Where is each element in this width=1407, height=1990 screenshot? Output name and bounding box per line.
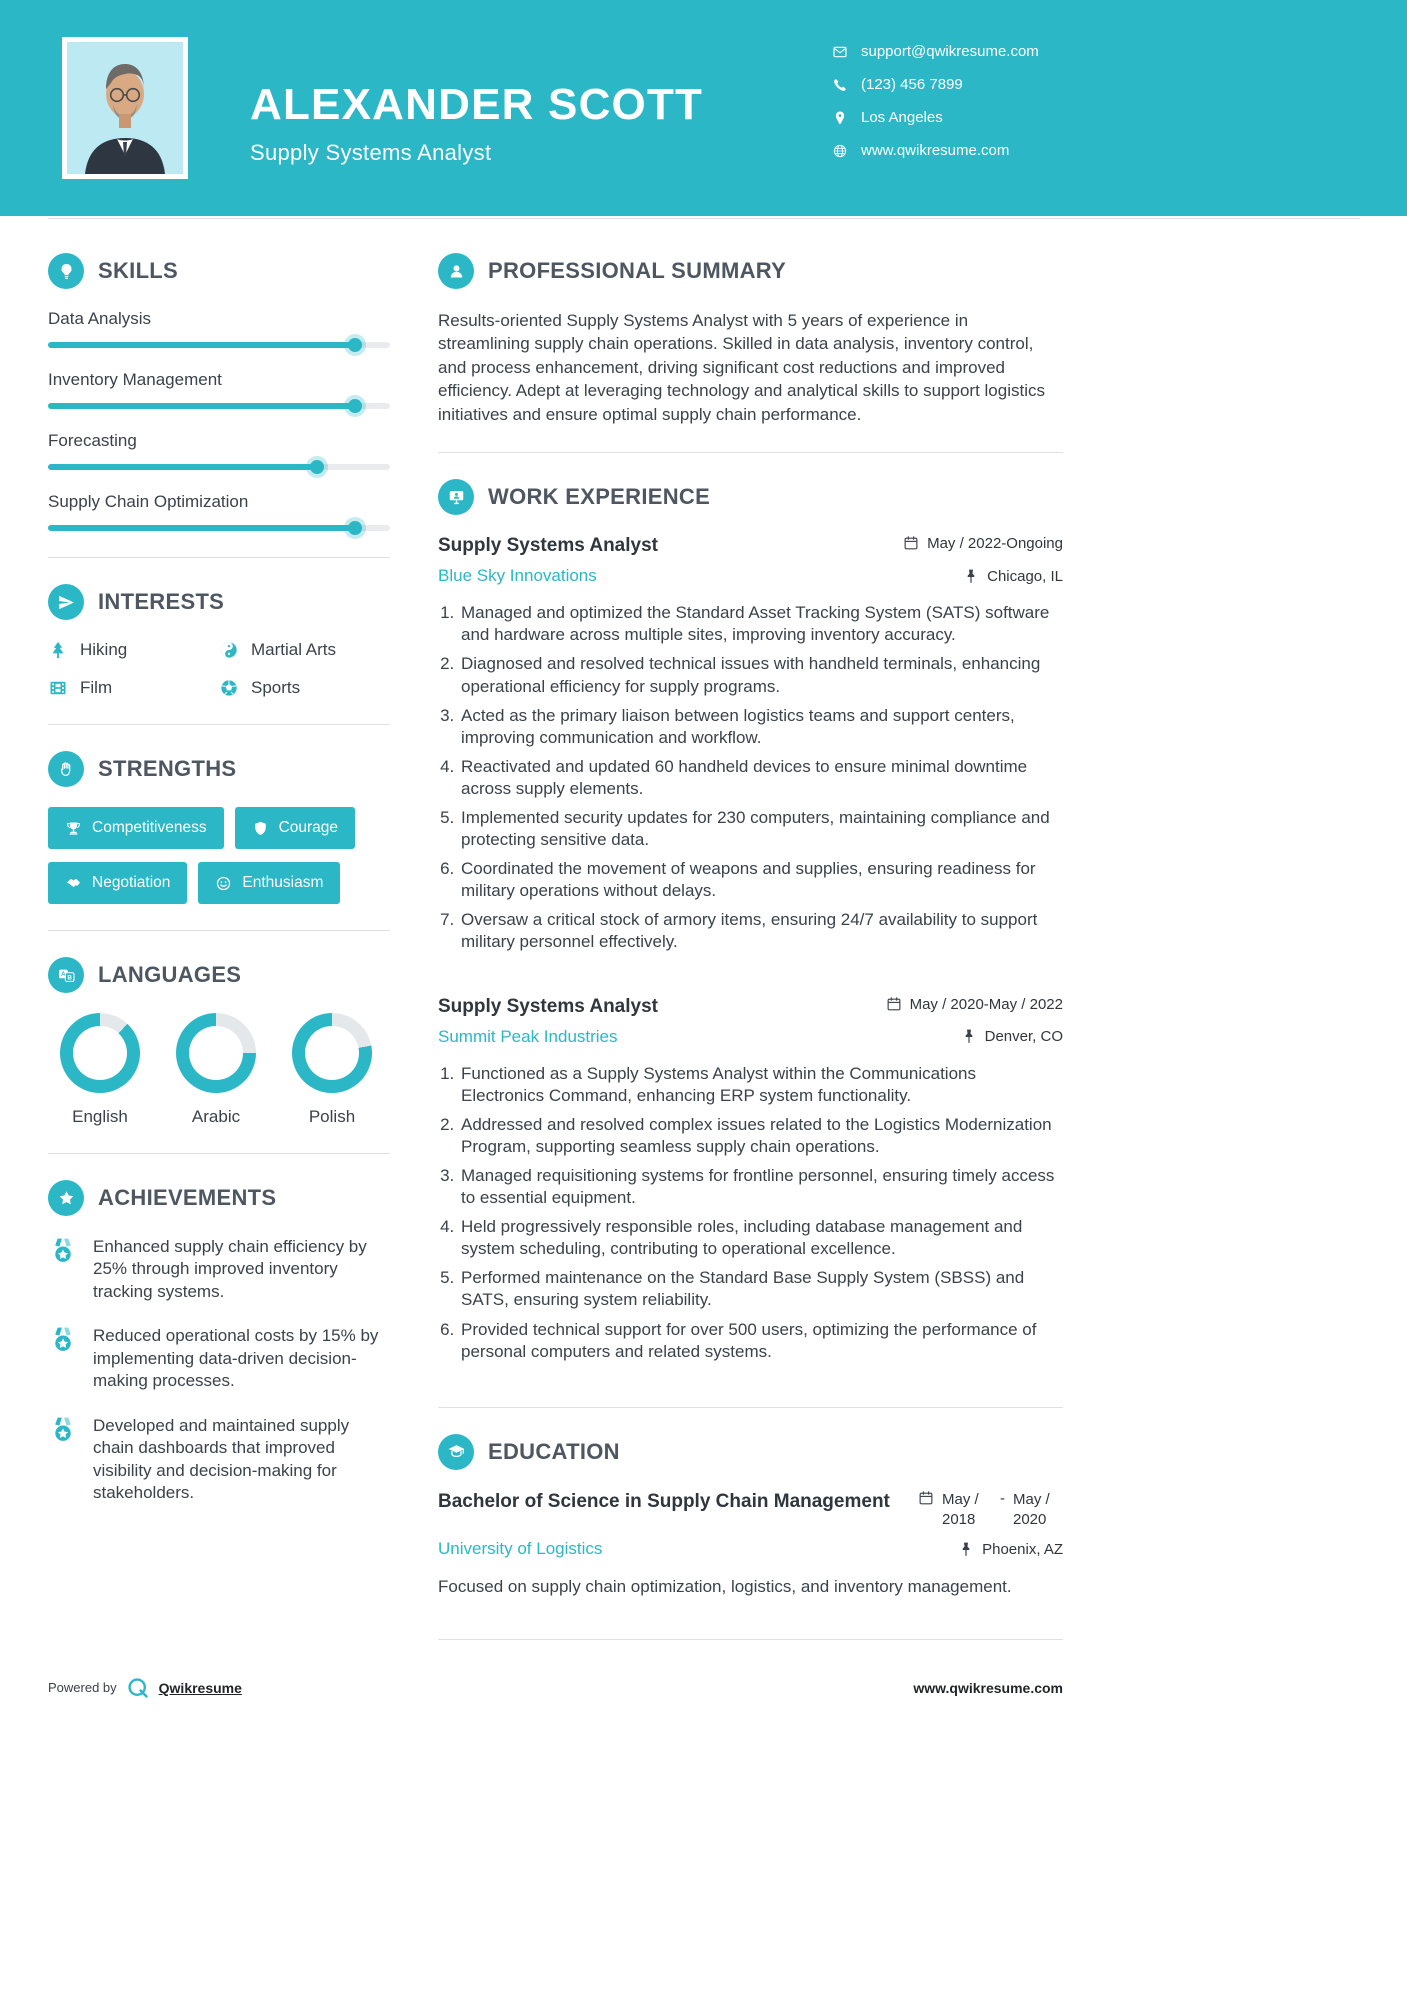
pin-icon [961, 1028, 977, 1044]
job-bullet: 1. Functioned as a Supply Systems Analyst within the Communications Electronics Command, enhancing ERP system functionality. [459, 1063, 1063, 1107]
job-bullet: 7. Oversaw a critical stock of armory items, ensuring 24/7 availability to support military personnel effectively. [459, 909, 1063, 953]
job-bullet: 2. Addressed and resolved complex issues related to the Logistics Modernization Program, supporting seamless supply chain operations. [459, 1114, 1063, 1158]
job-location [963, 568, 1063, 585]
achievement-item [48, 1236, 390, 1303]
avatar [67, 42, 183, 174]
interest-item [48, 678, 219, 698]
education-dates [918, 1490, 1063, 1531]
interest-label: Sports [251, 678, 301, 697]
job-bullet: 3. Managed requisitioning systems for frontline personnel, ensuring timely access to essential equipment. [459, 1165, 1063, 1209]
header-job-title: Supply Systems Analyst [250, 140, 492, 165]
strength-badges [48, 807, 390, 904]
calendar-icon [886, 996, 902, 1012]
powered-by-label: Powered by [48, 1680, 117, 1696]
interest-item [219, 640, 390, 660]
calendar-icon [918, 1490, 934, 1506]
language-donut [176, 1013, 256, 1093]
work-title: WORK EXPERIENCE [488, 484, 711, 510]
location-icon [832, 110, 848, 126]
achievements-title: ACHIEVEMENTS [98, 1185, 277, 1210]
skill-item [48, 309, 390, 348]
language-list [48, 1013, 390, 1127]
summary-title: PROFESSIONAL SUMMARY [488, 258, 787, 283]
profile-photo [62, 37, 188, 179]
workstation-icon [438, 479, 474, 515]
strengths-heading [48, 751, 390, 787]
achievements-heading [48, 1180, 390, 1216]
contact-location-text: Los Angeles [861, 109, 943, 126]
interests-title: INTERESTS [98, 589, 225, 614]
footer-branding [48, 1676, 242, 1700]
divider [438, 1639, 1063, 1640]
interest-label: Film [80, 678, 113, 697]
section-skills [48, 253, 390, 531]
job-dates [903, 535, 1063, 552]
skill-slider [48, 464, 390, 470]
languages-heading [48, 957, 390, 993]
job-location-text: Denver, CO [984, 1028, 1063, 1046]
divider [48, 557, 390, 558]
job-bullet: 2. Diagnosed and resolved technical issues with handheld terminals, enhancing operational efficiency for supply programs. [459, 653, 1063, 697]
section-achievements [48, 1180, 390, 1504]
phone-icon [832, 77, 848, 93]
skill-slider [48, 342, 390, 348]
footer [48, 1676, 1063, 1700]
skill-item [48, 492, 390, 531]
interest-item [48, 640, 219, 660]
strength-badge [48, 862, 187, 904]
qwikresume-logo-icon[interactable] [126, 1676, 150, 1700]
job-bullet: 4. Reactivated and updated 60 handheld devices to ensure minimal downtime across supply elements. [459, 756, 1063, 800]
name: ALEXANDER SCOTT [250, 80, 704, 129]
skills-heading [48, 253, 390, 289]
job-title: Supply Systems Analyst [438, 995, 658, 1017]
summary-heading [438, 253, 1063, 289]
achievement-item [48, 1415, 390, 1505]
skill-label: Supply Chain Optimization [48, 492, 249, 511]
divider [48, 218, 1360, 219]
skill-slider [48, 403, 390, 409]
interests-grid [48, 640, 390, 698]
film-icon [48, 678, 68, 698]
globe-icon [832, 143, 848, 159]
contact-phone[interactable] [832, 75, 1039, 94]
shield-icon [252, 820, 269, 837]
language-label: Polish [308, 1107, 356, 1126]
slider-knob [348, 399, 362, 413]
calendar-icon [903, 535, 919, 551]
strength-label: Enthusiasm [242, 874, 324, 891]
main-column [438, 253, 1063, 1640]
contact-email[interactable] [832, 42, 1039, 61]
job-bullet: 3. Acted as the primary liaison between logistics teams and support centers, improving communication and workflow. [459, 705, 1063, 749]
contact-website[interactable] [832, 141, 1039, 160]
section-summary [438, 253, 1063, 426]
identity-block [250, 80, 703, 166]
interests-heading [48, 584, 390, 620]
contact-location [832, 108, 1039, 127]
strengths-title: STRENGTHS [98, 756, 237, 781]
education-date-end: May / 2020 [1013, 1490, 1050, 1528]
skills-title: SKILLS [98, 258, 179, 283]
education-location-text: Phoenix, AZ [982, 1540, 1063, 1558]
medal-icon [48, 1236, 78, 1266]
job-bullet-list [438, 1063, 1063, 1363]
svg-text:B: B [66, 973, 72, 981]
sidebar-column [48, 253, 390, 1640]
language-label: Arabic [191, 1107, 241, 1126]
strength-badge [198, 862, 340, 904]
job-bullet: 1. Managed and optimized the Standard Asset Tracking System (SATS) software and hardware across multiple sites, improving inventory accuracy. [459, 602, 1063, 646]
content [0, 253, 1407, 1640]
section-education [438, 1434, 1063, 1599]
medal-icon [48, 1415, 78, 1445]
job-location-text: Chicago, IL [987, 567, 1063, 585]
education-heading [438, 1434, 1063, 1470]
education-date-start: May / 2018 [942, 1490, 979, 1528]
strength-label: Negotiation [92, 874, 171, 891]
strength-badge [48, 807, 224, 849]
section-interests [48, 584, 390, 698]
slider-knob [348, 338, 362, 352]
graduation-cap-icon [438, 1434, 474, 1470]
trophy-icon [65, 820, 82, 837]
handshake-icon [65, 875, 82, 892]
achievement-item [48, 1325, 390, 1392]
job-bullet: 5. Performed maintenance on the Standard Base Supply System (SBSS) and SATS, ensuring system reliability. [459, 1267, 1063, 1311]
language-donut [60, 1013, 140, 1093]
job-location [961, 1028, 1063, 1045]
strength-label: Courage [278, 819, 339, 836]
language-label: English [72, 1107, 128, 1126]
tree-icon [48, 640, 68, 660]
skill-label: Data Analysis [48, 309, 151, 328]
contact-list [832, 42, 1039, 174]
job-bullet: 6. Provided technical support for over 500 users, optimizing the performance of personal computers and related systems. [459, 1319, 1063, 1363]
education-location [958, 1541, 1063, 1558]
language-item [292, 1013, 372, 1127]
star-icon [48, 1180, 84, 1216]
fist-icon [48, 751, 84, 787]
job-bullet: 6. Coordinated the movement of weapons and supplies, ensuring readiness for military operations without delays. [459, 858, 1063, 902]
section-strengths [48, 751, 390, 904]
skill-item [48, 370, 390, 409]
achievement-text: Developed and maintained supply chain dashboards that improved visibility and decision-making for stakeholders. [93, 1415, 350, 1502]
section-work [438, 479, 1063, 1362]
education-title: EDUCATION [488, 1438, 620, 1464]
smiley-icon [215, 875, 232, 892]
language-item [176, 1013, 256, 1127]
skill-label: Inventory Management [48, 370, 222, 389]
paper-plane-icon [48, 584, 84, 620]
slider-knob [310, 460, 324, 474]
pin-icon [958, 1541, 974, 1557]
yin-yang-icon [219, 640, 239, 660]
header [0, 0, 1407, 216]
company-name: Summit Peak Industries [438, 1026, 618, 1046]
job-bullet: 5. Implemented security updates for 230 computers, maintaining compliance and protecting sensitive data. [459, 807, 1063, 851]
education-date-separator: - [1000, 1489, 1005, 1507]
person-icon [438, 253, 474, 289]
strength-label: Competitiveness [92, 819, 207, 836]
svg-text:A: A [60, 970, 66, 978]
language-item [60, 1013, 140, 1127]
slider-knob [348, 521, 362, 535]
job-bullet: 4. Held progressively responsible roles, including database management and system scheduling, contributing to operational excellence. [459, 1216, 1063, 1260]
job-dates-text: May / 2020-May / 2022 [909, 995, 1063, 1013]
contact-email-text: support@qwikresume.com [861, 43, 1039, 60]
divider [48, 1153, 390, 1154]
job-title: Supply Systems Analyst [438, 535, 658, 557]
email-icon [832, 44, 848, 60]
divider [48, 930, 390, 931]
degree-name: Bachelor of Science in Supply Chain Management [438, 1490, 890, 1512]
section-languages [48, 957, 390, 1127]
footer-website[interactable]: www.qwikresume.com [913, 1679, 1063, 1696]
strength-badge [235, 807, 355, 849]
language-ab-icon [48, 957, 84, 993]
skill-slider [48, 525, 390, 531]
education-description: Focused on supply chain optimization, logistics, and inventory management. [438, 1577, 1012, 1597]
contact-phone-text: (123) 456 7899 [861, 76, 963, 93]
job-bullet-list [438, 602, 1063, 953]
company-name: Blue Sky Innovations [438, 566, 597, 586]
medal-icon [48, 1325, 78, 1355]
job-entry [438, 535, 1063, 953]
skill-label: Forecasting [48, 431, 137, 450]
interest-label: Martial Arts [251, 640, 337, 659]
languages-title: LANGUAGES [98, 962, 242, 987]
school-name: University of Logistics [438, 1539, 603, 1559]
qwikresume-link[interactable]: Qwikresume [158, 1679, 242, 1696]
language-donut [292, 1013, 372, 1093]
soccer-ball-icon [219, 678, 239, 698]
skill-item [48, 431, 390, 470]
job-entry [438, 996, 1063, 1363]
divider [438, 1407, 1063, 1408]
summary-text: Results-oriented Supply Systems Analyst with 5 years of experience in streamlining supply chain operations. Skilled in data analysis, inventory control, and process enhancement, driving significant cost reductions and improved efficiency. Adept at leveraging technology and analytical skills to support logistics initiatives and ensure optimal supply chain performance. [438, 311, 1045, 424]
divider [48, 724, 390, 725]
work-heading [438, 479, 1063, 515]
lightbulb-icon [48, 253, 84, 289]
job-dates-text: May / 2022-Ongoing [927, 535, 1063, 553]
achievement-text: Enhanced supply chain efficiency by 25% through improved inventory tracking systems. [93, 1237, 367, 1301]
interest-label: Hiking [80, 640, 128, 659]
interest-item [219, 678, 390, 698]
contact-website-text: www.qwikresume.com [861, 142, 1010, 159]
achievement-text: Reduced operational costs by 15% by implementing data-driven decision-making processes. [93, 1326, 379, 1391]
divider [438, 452, 1063, 453]
job-dates [886, 996, 1063, 1013]
pin-icon [963, 568, 979, 584]
